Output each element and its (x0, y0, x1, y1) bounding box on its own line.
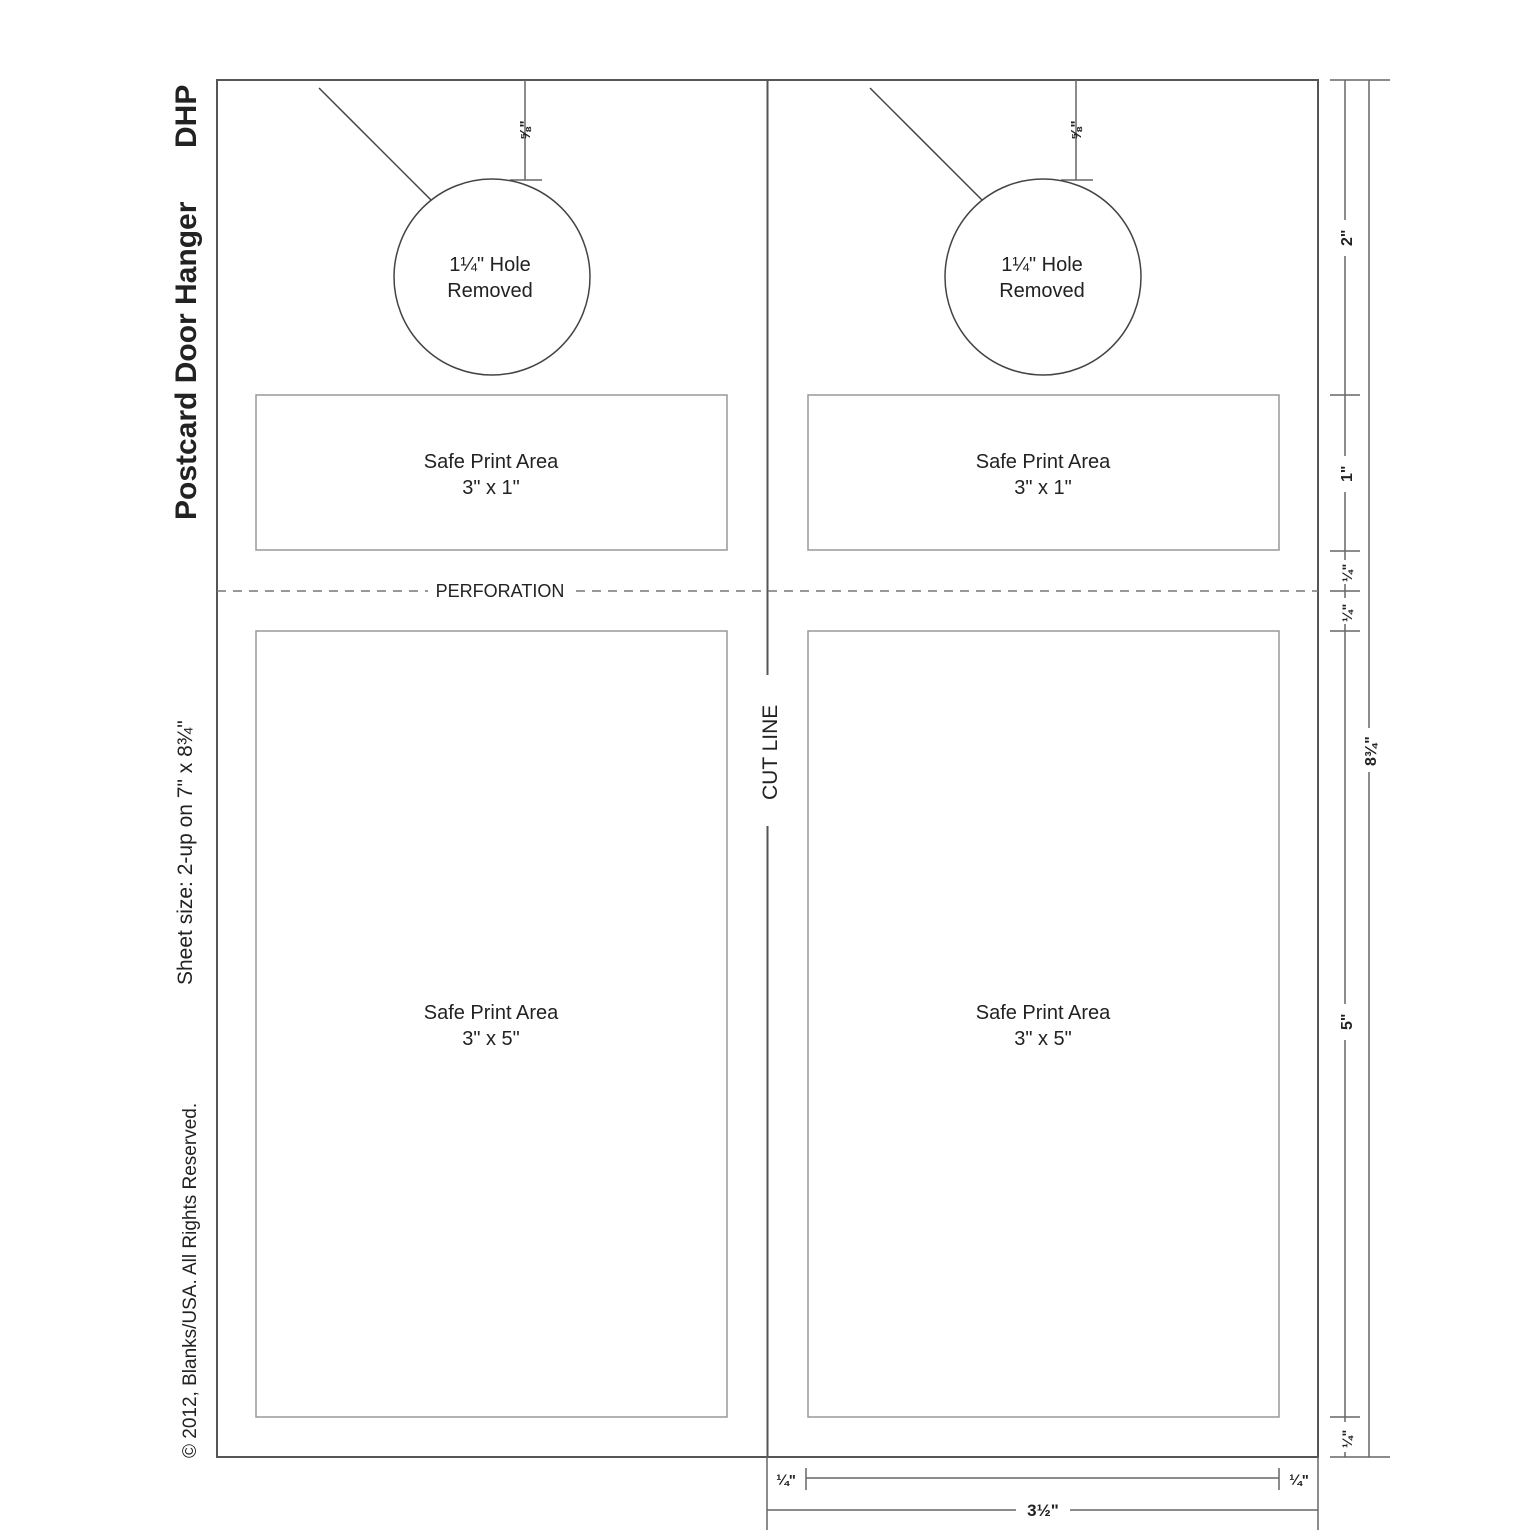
hole-label-line1-right: 1¼" Hole (1001, 254, 1083, 276)
safe-area-bottom-right (808, 631, 1279, 1417)
hole-left (394, 179, 590, 375)
dim-quarter-above-perf: ¼" (1339, 563, 1355, 582)
diagram-code: DHP (170, 84, 203, 148)
cut-line-label: CUT LINE (759, 704, 782, 800)
dim-total-height: 8¾" (1363, 736, 1380, 766)
safe-area-bottom-line2-left: 3" x 5" (462, 1028, 520, 1050)
diagram-title: Postcard Door Hanger (170, 201, 203, 520)
hole-offset-label-left: ⅝" (517, 120, 534, 140)
dim-margin-right: ¼" (1289, 1472, 1309, 1489)
safe-area-top-line2-right: 3" x 1" (1014, 477, 1072, 499)
safe-area-top-line2-left: 3" x 1" (462, 477, 520, 499)
perforation-label: PERFORATION (435, 581, 565, 601)
dim-quarter-below-perf: ¼" (1339, 603, 1355, 622)
hole-right (945, 179, 1141, 375)
safe-area-bottom-line1-left: Safe Print Area (423, 1002, 559, 1024)
hanger-slit-right (870, 88, 982, 200)
safe-area-bottom-line2-right: 3" x 5" (1014, 1028, 1072, 1050)
dim-margin-left: ¼" (776, 1472, 796, 1489)
safe-area-bottom-left (256, 631, 727, 1417)
dim-bottom-area: 5" (1339, 1013, 1356, 1030)
safe-area-top-line1-left: Safe Print Area (423, 451, 559, 473)
hole-label-line1-left: 1¼" Hole (449, 254, 531, 276)
safe-area-bottom-line1-right: Safe Print Area (975, 1002, 1111, 1024)
hole-label-line2-left: Removed (447, 280, 533, 302)
dim-top-area: 1" (1339, 465, 1356, 482)
hole-label-line2-right: Removed (999, 280, 1085, 302)
hanger-slit-left (319, 88, 431, 200)
dim-quarter-bottom: ¼" (1339, 1429, 1355, 1448)
safe-area-top-line1-right: Safe Print Area (975, 451, 1111, 473)
dim-hole-zone: 2" (1339, 229, 1356, 246)
hole-offset-label-right: ⅝" (1068, 120, 1085, 140)
copyright-note: © 2012, Blanks/USA. All Rights Reserved. (180, 1102, 201, 1458)
dim-panel-width: 3½" (1027, 1501, 1059, 1520)
sheet-size-note: Sheet size: 2-up on 7" x 8¾" (174, 720, 197, 985)
